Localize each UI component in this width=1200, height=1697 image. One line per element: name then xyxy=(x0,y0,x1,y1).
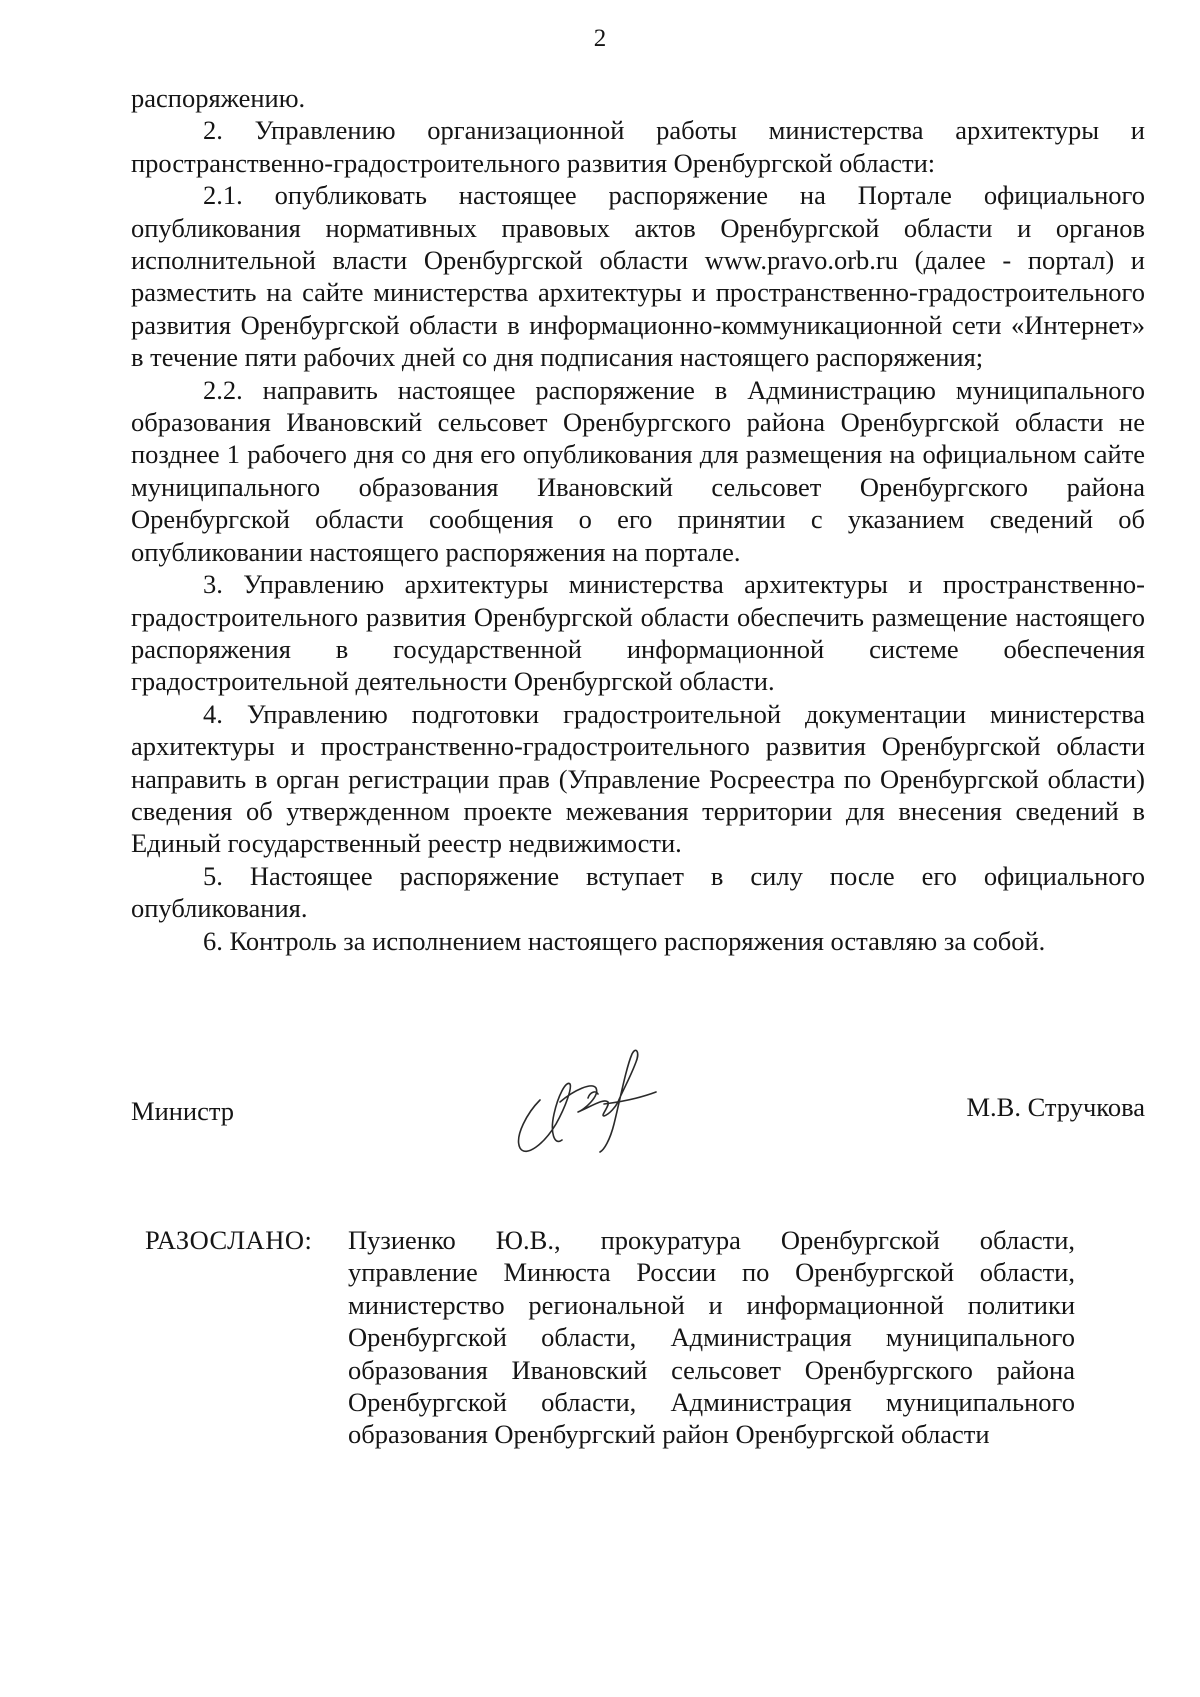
paragraph-item-2-2: 2.2. направить настоящее распоряжение в Администрацию муниципального образования Ивановский сельсовет Оренбургского района Оренбургской области не позднее 1 рабочего дня со дня его опубликования для размещения на официальном сайте муниципального образования Ивановский сельсовет Оренбургского района Оренбургской области сообщения о его принятии с указанием сведений об опубликовании настоящего распоряжения на портале. xyxy=(131,374,1145,567)
paragraph-item-2: 2. Управлению организационной работы министерства архитектуры и пространственно-градостроительного развития Оренбургской области: xyxy=(131,115,1145,178)
page-number: 2 xyxy=(593,25,607,52)
paragraph-continuation: распоряжению. xyxy=(131,83,306,113)
handwritten-signature-icon xyxy=(500,1040,690,1165)
signer-title: Министр xyxy=(131,1096,235,1126)
signer-name: М.В. Стручкова xyxy=(966,1092,1145,1122)
paragraph-item-6: 6. Контроль за исполнением настоящего распоряжения оставляю за собой. xyxy=(203,925,1046,956)
distribution-list: Пузиенко Ю.В., прокуратура Оренбургской области, управление Минюста России по Оренбургской области, министерство региональной и информационной политики Оренбургской области, Администрация муниципального образования Ивановский сельсовет Оренбургского района Оренбургской области, Администрация муниципального образования Оренбургский район Оренбургской области xyxy=(348,1225,1075,1450)
paragraph-item-4: 4. Управлению подготовки градостроительной документации министерства архитектуры и пространственно-градостроительного развития Оренбургской области направить в орган регистрации прав (Управление Росреестра по Оренбургской области) сведения об утвержденном проекте межевания территории для внесения сведений в Единый государственный реестр недвижимости. xyxy=(131,698,1145,859)
document-body xyxy=(131,82,1145,957)
paragraph-item-5: 5. Настоящее распоряжение вступает в силу после его официального опубликования. xyxy=(131,860,1145,924)
paragraph-item-3: 3. Управлению архитектуры министерства архитектуры и пространственно-градостроительного развития Оренбургской области обеспечить размещение настоящего распоряжения в государственной информационной системе обеспечения градостроительной деятельности Оренбургской области. xyxy=(131,569,1145,697)
distribution-label: РАЗОСЛАНО: xyxy=(145,1225,313,1255)
paragraph-item-2-1: 2.1. опубликовать настоящее распоряжение на Портале официального опубликования нормативных правовых актов Оренбургской области и органов исполнительной власти Оренбургской области www.pravo.orb.ru (далее - портал) и разместить на сайте министерства архитектуры и пространственно-градостроительного развития Оренбургской области в информационно-коммуникационной сети «Интернет» в течение пяти рабочих дней со дня подписания настоящего распоряжения; xyxy=(131,180,1145,373)
